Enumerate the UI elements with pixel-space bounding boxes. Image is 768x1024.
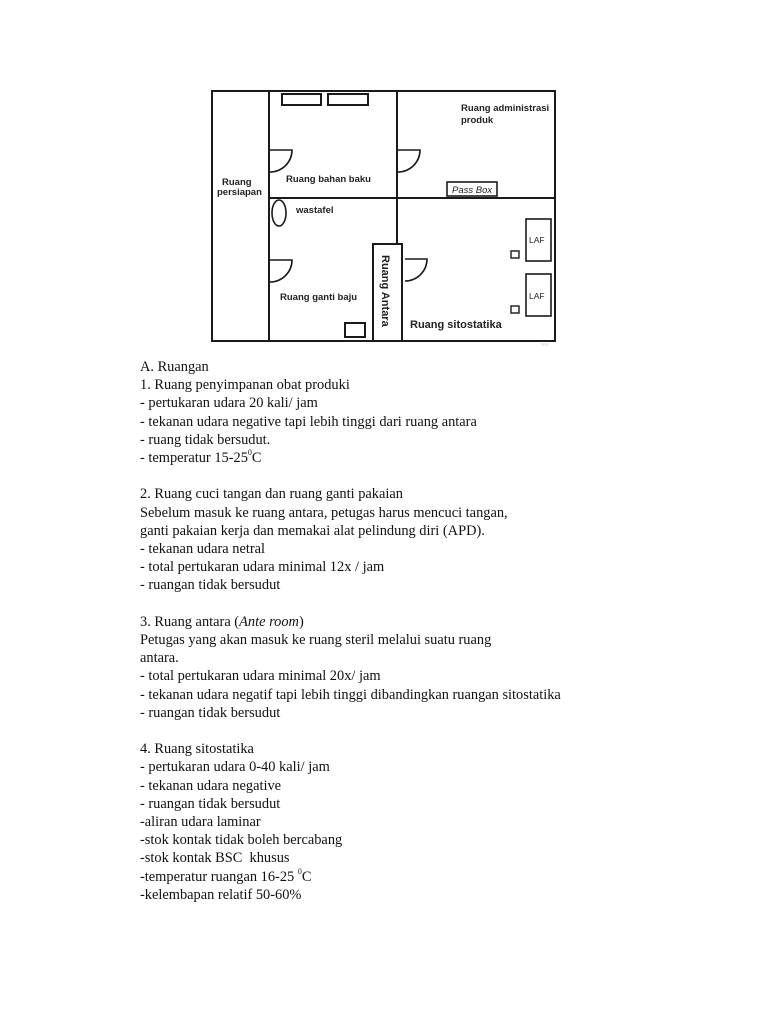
s4-item-3: - ruangan tidak bersudut: [140, 795, 281, 812]
s4-item-5: -stok kontak tidak boleh bercabang: [140, 832, 343, 849]
s1-temp-unit: C: [251, 450, 262, 467]
label-admin-2: produk: [461, 115, 494, 126]
s1-item-1: - pertukaran udara 20 kali/ jam: [140, 395, 318, 412]
s2-title: 2. Ruang cuci tangan dan ruang ganti pakaian: [140, 486, 403, 503]
label-wastafel: wastafel: [296, 205, 334, 216]
s1-temp-prefix: - temperatur 15-25: [140, 450, 248, 467]
shelf-2: [328, 94, 368, 105]
s3-item-3: - ruangan tidak bersudut: [140, 704, 281, 721]
floor-plan-diagram: [0, 0, 768, 360]
s3-item-2: - tekanan udara negatif tapi lebih tinggi dibandingkan ruangan sitostatika: [140, 686, 561, 703]
s1-item-2: - tekanan udara negative tapi lebih tinggi dari ruang antara: [140, 413, 477, 430]
s2-item-3: - ruangan tidak bersudut: [140, 577, 281, 594]
s3-desc-2: antara.: [140, 650, 179, 667]
s4-item-6: -stok kontak BSC khusus: [140, 850, 290, 867]
s3-title-italic: Ante room: [239, 613, 299, 630]
s4-temp-sup: 0: [297, 866, 302, 876]
blank-line: [140, 722, 740, 740]
s2-desc-2: ganti pakaian kerja dan memakai alat pelindung diri (APD).: [140, 522, 485, 539]
door-ganti-baju: [270, 260, 292, 282]
label-persiapan-2: persiapan: [217, 187, 262, 198]
s3-item-1: - total pertukaran udara minimal 20x/ jam: [140, 668, 381, 685]
label-persiapan-1: Ruang: [222, 177, 252, 188]
s2-item-1: - tekanan udara netral: [140, 541, 266, 558]
s1-temp-sup: 0: [247, 448, 252, 458]
door-sitostatika: [405, 259, 427, 281]
s3-title: [140, 613, 740, 631]
s4-item-1: - pertukaran udara 0-40 kali/ jam: [140, 759, 330, 776]
section-heading: A. Ruangan: [140, 359, 209, 375]
laf-top-label: LAF: [529, 235, 545, 245]
s3-title-suffix: ): [298, 613, 304, 630]
s1-temperature: [140, 449, 740, 467]
small-box-ganti-baju: [345, 323, 365, 337]
s3-title-prefix: 3. Ruang antara (: [140, 613, 240, 630]
blank-line: [140, 595, 740, 613]
wastafel-sink: [272, 200, 286, 226]
s4-item-4: -aliran udara laminar: [140, 814, 261, 831]
s2-item-2: - total pertukaran udara minimal 12x / jam: [140, 559, 385, 576]
label-ruang-antara: Ruang Antara: [379, 255, 391, 327]
laf-bottom-small-box: [511, 306, 519, 313]
label-sitostatika: Ruang sitostatika: [410, 319, 502, 331]
blank-line: [140, 467, 740, 485]
s4-temp-prefix: -temperatur ruangan 16-25: [140, 868, 298, 885]
corner-mark: ᵘᵒᵃ⁾: [541, 343, 550, 349]
document-body: [140, 358, 740, 904]
shelf-1: [282, 94, 321, 105]
s4-humidity: -kelembapan relatif 50-60%: [140, 886, 302, 903]
s2-desc-1: Sebelum masuk ke ruang antara, petugas harus mencuci tangan,: [140, 504, 508, 521]
s4-item-2: - tekanan udara negative: [140, 777, 282, 794]
s4-temperature: [140, 868, 740, 886]
door-admin: [398, 150, 420, 172]
pass-box-label: Pass Box: [452, 185, 493, 196]
s1-item-3: - ruang tidak bersudut.: [140, 431, 271, 448]
label-bahan-baku: Ruang bahan baku: [286, 174, 371, 185]
s3-desc-1: Petugas yang akan masuk ke ruang steril melalui suatu ruang: [140, 632, 492, 649]
s4-title: 4. Ruang sitostatika: [140, 741, 254, 758]
door-bahan-baku: [270, 150, 292, 172]
laf-top-small-box: [511, 251, 519, 258]
label-ganti-baju: Ruang ganti baju: [280, 292, 358, 303]
s1-title: 1. Ruang penyimpanan obat produki: [140, 377, 350, 394]
s4-temp-unit: C: [301, 868, 312, 885]
laf-bottom-label: LAF: [529, 291, 545, 301]
label-admin-1: Ruang administrasi: [461, 103, 550, 114]
